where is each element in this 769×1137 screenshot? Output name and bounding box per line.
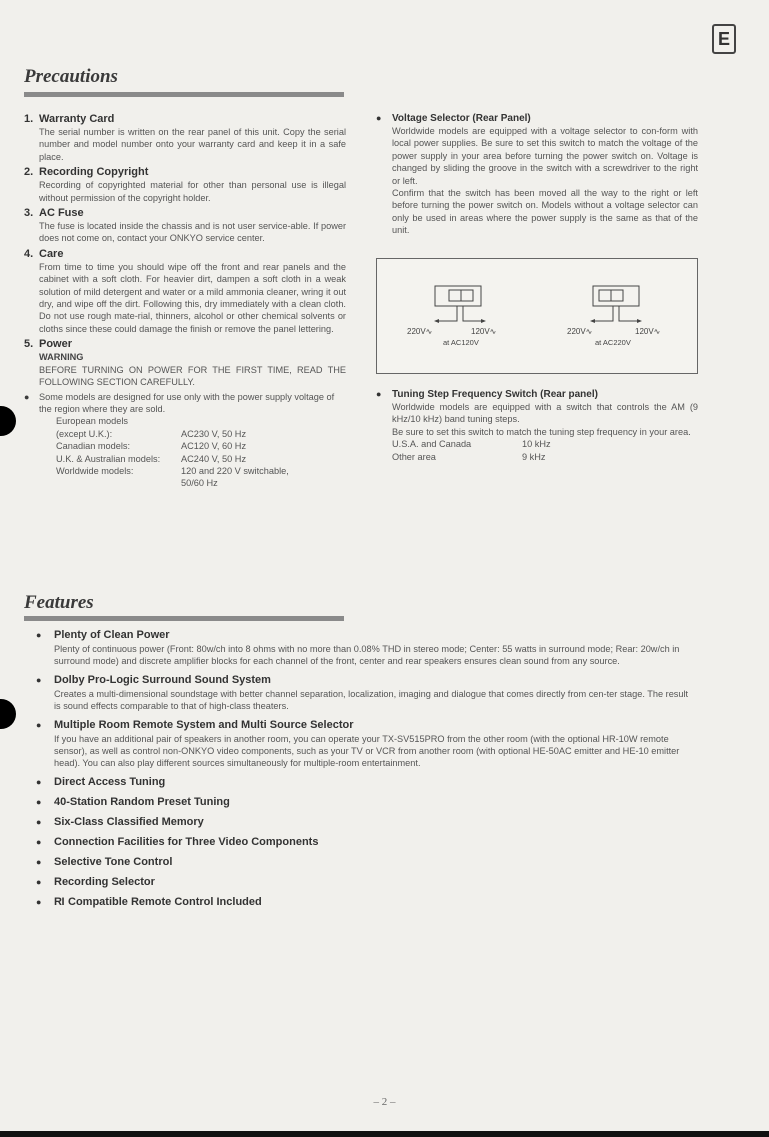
precaution-title: AC Fuse [39, 207, 84, 220]
tuning-step-body-2: Be sure to set this switch to match the tuning step frequency in your area. [392, 426, 691, 437]
warning-label: WARNING [39, 352, 84, 363]
binder-hole-icon [0, 699, 16, 729]
tuning-step-title: Tuning Step Frequency Switch (Rear panel) [392, 389, 598, 400]
bullet-icon: ● [36, 856, 42, 867]
feature-item-remote: ● RI Compatible Remote Control Included [36, 895, 262, 908]
voltage-selector-diagram [376, 258, 698, 374]
bullet-icon: ● [36, 674, 42, 685]
binder-hole-icon [0, 406, 16, 436]
scan-edge [0, 1131, 769, 1137]
feature-item: ● Direct Access Tuning [36, 775, 166, 788]
diagram-label: 220V∿ [407, 327, 433, 336]
tuning-step-section [376, 388, 698, 463]
precautions-divider [24, 92, 344, 97]
features-divider [24, 616, 344, 621]
precaution-body: The fuse is located inside the chassis and is not user service-able. If power does not come on, contact your ONKYO service center. [39, 221, 346, 244]
precaution-item: 2. Recording Copyright Recording of copyrighted material for other than personal use is illegal without permission of the copyright holder. [24, 166, 346, 203]
power-bullet: ● Some models are designed for use only with the power supply voltage of the region where they are sold. [24, 391, 335, 414]
diagram-caption: at AC120V [443, 338, 479, 347]
precaution-title: Warranty Card [39, 113, 115, 125]
bullet-icon: ● [36, 776, 42, 787]
feature-item: ● Plenty of Clean Power Plenty of continuous power (Front: 80w/ch into 8 ohms with no more than 0.08% THD in stereo mode; Center: 55 watts in surround mode; Rear: 20w/ch in surround mode) and discrete amplifier blocks for each channel of the front, center and rear speakers ensures clean sound from any source. [36, 629, 680, 667]
language-badge: E [712, 24, 736, 54]
feature-item: ● Six-Class Classified Memory [36, 815, 204, 828]
features-title: Features [24, 592, 94, 613]
voltage-selector-title: Voltage Selector (Rear Panel) [392, 113, 531, 124]
bullet-icon: ● [36, 896, 42, 907]
bullet-icon: ● [376, 389, 382, 399]
feature-item: ● Dolby Pro-Logic Surround Sound System Creates a multi-dimensional soundstage with better channel separation, localization, imaging and dialogue that comes directly from cen-ter stage. The result is sound effects comparable to that of high-class theaters. [36, 673, 689, 712]
bullet-icon: ● [376, 113, 382, 123]
tuning-step-body: Worldwide models are equipped with a switch that controls the AM (9 kHz/10 kHz) band tuning steps. [392, 402, 698, 425]
voltage-selector-body: Worldwide models are equipped with a voltage selector to con-form with local power supplies. Be sure to set this switch to match the voltage of the power supply in your area before turning the power switch on. Voltage is changed by sliding the groove in the switch with a screwdriver to the right or left. [392, 126, 698, 186]
precaution-body: The serial number is written on the rear panel of this unit. Copy the serial number and model number onto your warranty card and keep it in a safe place. [39, 127, 346, 162]
precaution-title: Power [39, 338, 73, 351]
precautions-left-column [24, 112, 346, 492]
diagram-label: 120V∿ [635, 327, 661, 336]
precaution-item: 4. Care From time to time you should wipe off the front and rear panels and the cabinet with a soft cloth. For heavier dirt, dampen a soft cloth in a weak solution of mild detergent and water or a mild ammonia cleaner, wring it out dry, and wipe off the dirt. Following this, dry immediately with a clean cloth. Do not use rough mate-rial, thinners, alcohol or other chemical solvents or cloths since these could damage the finish or remove the panel lettering. [24, 247, 346, 334]
precaution-item: 1. Warranty Card The serial number is written on the rear panel of this unit. Copy the serial number and model number onto your warranty card and keep it in a safe place. [24, 113, 346, 162]
features-list [36, 628, 696, 915]
tuning-frequency-table: U.S.A. and Canada 10 kHz Other area 9 kHz [392, 439, 551, 462]
precaution-body: From time to time you should wipe off the front and rear panels and the cabinet with a soft cloth. For heavier dirt, dampen a soft cloth in a weak solution of mild detergent and water or a mild ammonia cleaner, wring it out dry, and wipe off the dirt. Following this, dry immediately with a clean cloth. Do not use rough mate-rial, thinners, alcohol or other chemical solvents or cloths since these could damage the finish or remove the panel lettering. [39, 261, 346, 334]
voltage-selector-section [376, 112, 698, 237]
precaution-item-power: 5. Power WARNING BEFORE TURNING ON POWER FOR THE FIRST TIME, READ THE FOLLOWING SECTION CAREFULLY. ● Some models are designed for use only with the power supply voltage of the region where they are sold. European models (except U.K.): AC230 V, 50 Hz Canadian models: AC120 V, 60 Hz U.K. & Australian models: AC240 V, 50 Hz Worldwide models: 120 and 220 V switchable, 50/60 Hz [24, 338, 346, 489]
diagram-label: 120V∿ [471, 327, 497, 336]
bullet-icon: ● [24, 391, 30, 402]
diagram-label: 220V∿ [567, 327, 593, 336]
feature-item: ● Selective Tone Control [36, 855, 173, 868]
precautions-title: Precautions [24, 66, 118, 87]
bullet-icon: ● [36, 876, 42, 887]
diagram-caption: at AC220V [595, 338, 631, 347]
ri-logo-icon: RI [54, 895, 64, 908]
voltage-switch-illustration [377, 259, 697, 373]
feature-item: ● Multiple Room Remote System and Multi Source Selector If you have an additional pair of speakers in another room, you can operate your TX-SV515PRO from the other room (with the optional HR-10W remote sensor), as well as control non-ONKYO video components, such as your TV or VCR from another room (with optional HE-50AC emitter and HE-10 emitter head). You can also play different sources simultaneously for multiple-room entertainment. [36, 718, 680, 769]
voltage-selector-body-2: Confirm that the switch has been moved all the way to the right or left before turning the power switch on. Models without a voltage selector can only be used in areas where the power supply is the same as that of the unit. [392, 188, 698, 236]
power-spec-table: European models (except U.K.): AC230 V, 50 Hz Canadian models: AC120 V, 60 Hz U.K. & Australian models: AC240 V, 50 Hz Worldwide models: 120 and 220 V switchable, 50/60 Hz [56, 416, 289, 489]
precaution-title: Care [39, 247, 64, 260]
precaution-title: Recording Copyright [39, 166, 149, 179]
feature-item: ● 40-Station Random Preset Tuning [36, 795, 230, 808]
bullet-icon: ● [36, 630, 42, 640]
bullet-icon: ● [36, 719, 42, 730]
warning-text: BEFORE TURNING ON POWER FOR THE FIRST TIME, READ THE FOLLOWING SECTION CAREFULLY. [39, 364, 346, 388]
precaution-body: Recording of copyrighted material for other than personal use is illegal without permission of the copyright holder. [39, 180, 346, 203]
bullet-icon: ● [36, 796, 42, 807]
precaution-item: 3. AC Fuse The fuse is located inside the chassis and is not user service-able. If power does not come on, contact your ONKYO service center. [24, 207, 346, 244]
page-number: – 2 – [373, 1096, 396, 1108]
feature-item: ● Connection Facilities for Three Video Components [36, 835, 319, 848]
feature-item: ● Recording Selector [36, 875, 155, 888]
bullet-icon: ● [36, 816, 42, 827]
bullet-icon: ● [36, 836, 42, 847]
